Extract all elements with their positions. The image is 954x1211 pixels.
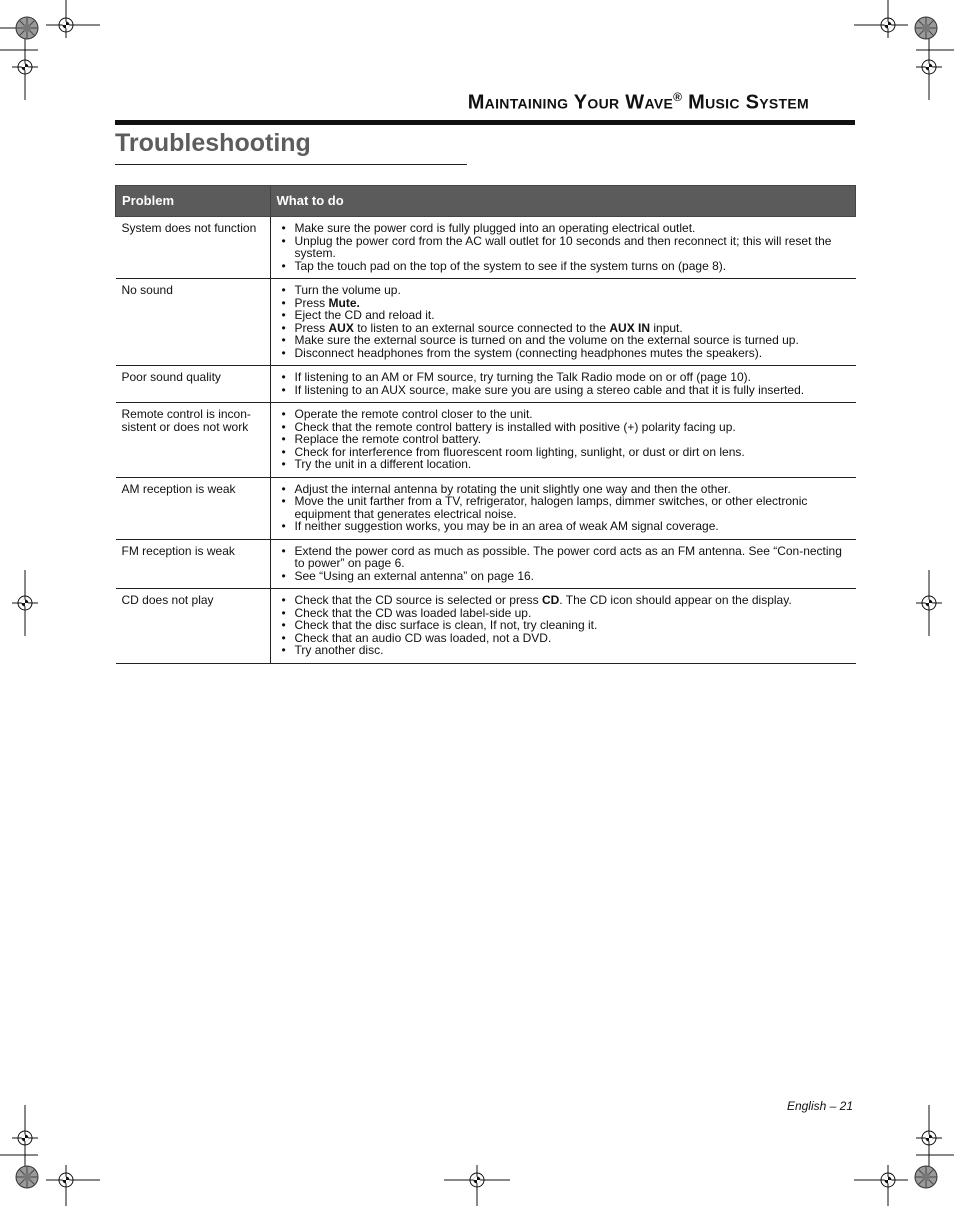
solution-text: Eject the CD and reload it. bbox=[294, 308, 435, 322]
solution-text: Check that the remote control battery is installed with positive (+) polarity facing up. bbox=[294, 419, 736, 434]
solution-item bbox=[277, 458, 850, 471]
table-row bbox=[116, 217, 856, 279]
table-row bbox=[116, 539, 856, 589]
table-body bbox=[116, 217, 856, 664]
column-header-what-to-do: What to do bbox=[270, 186, 856, 217]
solution-text: Make sure the external source is turned on and the volume on the external source is turned up. bbox=[294, 333, 799, 347]
table-header-row bbox=[116, 186, 856, 217]
table-row bbox=[116, 589, 856, 664]
solution-list bbox=[277, 284, 850, 359]
key-term: CD bbox=[541, 593, 560, 607]
problem-cell: Poor sound quality bbox=[116, 366, 271, 403]
solution-text: Press bbox=[294, 295, 329, 310]
solution-text: Check that the CD source is selected or press bbox=[294, 593, 542, 607]
page-title: Troubleshooting bbox=[115, 129, 467, 165]
solution-item bbox=[277, 284, 850, 297]
solution-text: Try the unit in a different location. bbox=[294, 457, 472, 471]
solution-list bbox=[277, 545, 850, 583]
solution-item bbox=[277, 520, 850, 533]
solution-cell bbox=[270, 366, 856, 403]
page-footer: English – 21 bbox=[786, 1099, 853, 1113]
problem-cell: No sound bbox=[116, 279, 271, 366]
solution-text: Check that the CD was loaded label-side up. bbox=[294, 605, 532, 620]
problem-cell: System does not function bbox=[116, 217, 271, 279]
solution-text: If neither suggestion works, you may be in an area of weak AM signal coverage. bbox=[294, 519, 719, 533]
solution-cell bbox=[270, 477, 856, 539]
solution-list bbox=[277, 594, 850, 657]
solution-text: Unplug the power cord from the AC wall outlet for 10 seconds and then reconnect it; this will reset the system. bbox=[294, 233, 832, 260]
column-header-problem: Problem bbox=[116, 186, 271, 217]
key-term: AUX IN bbox=[609, 320, 651, 335]
solution-list bbox=[277, 371, 850, 396]
solution-item bbox=[277, 570, 850, 583]
solution-list bbox=[277, 222, 850, 272]
solution-item bbox=[277, 495, 850, 520]
solution-item bbox=[277, 644, 850, 657]
solution-list bbox=[277, 483, 850, 533]
solution-text: Check that the disc surface is clean, If not, try cleaning it. bbox=[294, 618, 598, 632]
table-row bbox=[116, 477, 856, 539]
solution-text: See “Using an external antenna” on page 16. bbox=[294, 568, 535, 583]
solution-cell bbox=[270, 539, 856, 589]
solution-item bbox=[277, 260, 850, 273]
solution-text: Check that an audio CD was loaded, not a DVD. bbox=[294, 630, 552, 645]
key-term: Mute. bbox=[328, 295, 360, 310]
table-row bbox=[116, 366, 856, 403]
registered-mark: ® bbox=[673, 90, 683, 104]
section-title: Maintaining Your Wave® Music System bbox=[467, 90, 809, 114]
table-row bbox=[116, 403, 856, 478]
troubleshooting-table bbox=[115, 185, 856, 664]
solution-cell bbox=[270, 589, 856, 664]
problem-cell: CD does not play bbox=[116, 589, 271, 664]
problem-cell: AM reception is weak bbox=[116, 477, 271, 539]
solution-text: If listening to an AM or FM source, try turning the Talk Radio mode on or off (page 10). bbox=[294, 370, 751, 384]
solution-text: Adjust the internal antenna by rotating the unit slightly one way and then the other. bbox=[294, 481, 731, 496]
solution-text: Tap the touch pad on the top of the system to see if the system turns on (page 8). bbox=[294, 258, 727, 273]
key-term: AUX bbox=[328, 320, 354, 335]
solution-item bbox=[277, 384, 850, 397]
table-row bbox=[116, 279, 856, 366]
solution-list bbox=[277, 408, 850, 471]
solution-text: If listening to an AUX source, make sure you are using a stereo cable and that it is fully inserted. bbox=[294, 382, 805, 397]
solution-text: Make sure the power cord is fully plugged into an operating electrical outlet. bbox=[294, 221, 696, 235]
solution-text: to listen to an external source connected to the bbox=[353, 320, 610, 335]
solution-text: Turn the volume up. bbox=[294, 283, 401, 297]
solution-text: Disconnect headphones from the system (connecting headphones mutes the speakers). bbox=[294, 345, 763, 360]
solution-text: Replace the remote control battery. bbox=[294, 432, 482, 446]
problem-cell: FM reception is weak bbox=[116, 539, 271, 589]
solution-item bbox=[277, 545, 850, 570]
section-header bbox=[115, 88, 855, 125]
solution-text: Move the unit farther from a TV, refrigerator, halogen lamps, dimmer switches, or other electronic equipment that generates electrical noise. bbox=[294, 494, 808, 521]
solution-text: Extend the power cord as much as possible. The power cord acts as an FM antenna. See “Con-necting to power” on page 6. bbox=[294, 543, 842, 570]
solution-text: . The CD icon should appear on the display. bbox=[559, 593, 792, 607]
solution-text: Operate the remote control closer to the unit. bbox=[294, 407, 533, 421]
solution-text: Press bbox=[294, 320, 329, 335]
solution-text: input. bbox=[650, 320, 683, 335]
solution-text: Try another disc. bbox=[294, 643, 384, 657]
problem-cell: Remote control is incon-sistent or does not work bbox=[116, 403, 271, 478]
solution-text: Check for interference from fluorescent room lighting, sunlight, or dust or dirt on lens. bbox=[294, 444, 745, 459]
solution-item bbox=[277, 235, 850, 260]
solution-item bbox=[277, 347, 850, 360]
solution-cell bbox=[270, 217, 856, 279]
solution-cell bbox=[270, 279, 856, 366]
solution-cell bbox=[270, 403, 856, 478]
